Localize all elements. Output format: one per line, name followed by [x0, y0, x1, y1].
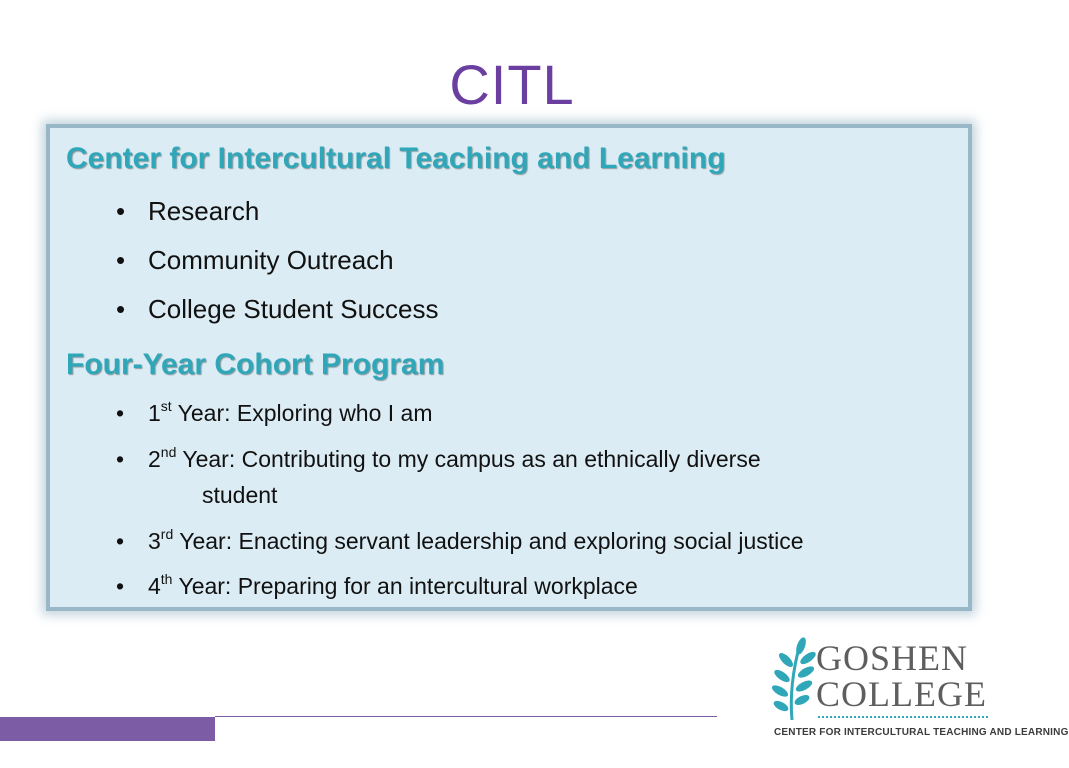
bullet-icon: • [116, 573, 125, 599]
list-item-continuation: student [202, 482, 278, 508]
goshen-college-logo [770, 634, 1069, 744]
bullet-icon: • [116, 294, 126, 324]
section-heading-cohort: Four-Year Cohort Program [66, 348, 445, 381]
bullet-icon: • [116, 528, 125, 554]
logo-line-1: GOSHEN [816, 638, 969, 678]
slide-title: CITL [449, 53, 575, 116]
content-box [46, 124, 972, 611]
list-item-label: 4th Year: Preparing for an intercultural workplace [148, 571, 638, 599]
leaf-branch-icon [770, 638, 814, 722]
logo-line-2: COLLEGE [816, 674, 987, 714]
section-heading-citl: Center for Intercultural Teaching and Learning [66, 142, 726, 175]
list-item-label: 2nd Year: Contributing to my campus as an ethnically diverse [148, 444, 761, 472]
footer-accent-bar [0, 717, 215, 741]
list-item-label: 1st Year: Exploring who I am [148, 398, 433, 426]
bullet-icon: • [116, 245, 126, 275]
bullet-icon: • [116, 446, 125, 472]
footer-divider [215, 716, 717, 717]
bullet-icon: • [116, 196, 126, 226]
list-item-label: Community Outreach [148, 245, 394, 275]
list-item-label: 3rd Year: Enacting servant leadership and exploring social justice [148, 526, 804, 554]
logo-tagline: CENTER FOR INTERCULTURAL TEACHING AND LEARNING [774, 727, 1069, 738]
bullet-icon: • [116, 400, 125, 426]
list-item-label: College Student Success [148, 294, 439, 324]
list-item-label: Research [148, 196, 260, 226]
logo-dotted-divider [818, 716, 988, 718]
